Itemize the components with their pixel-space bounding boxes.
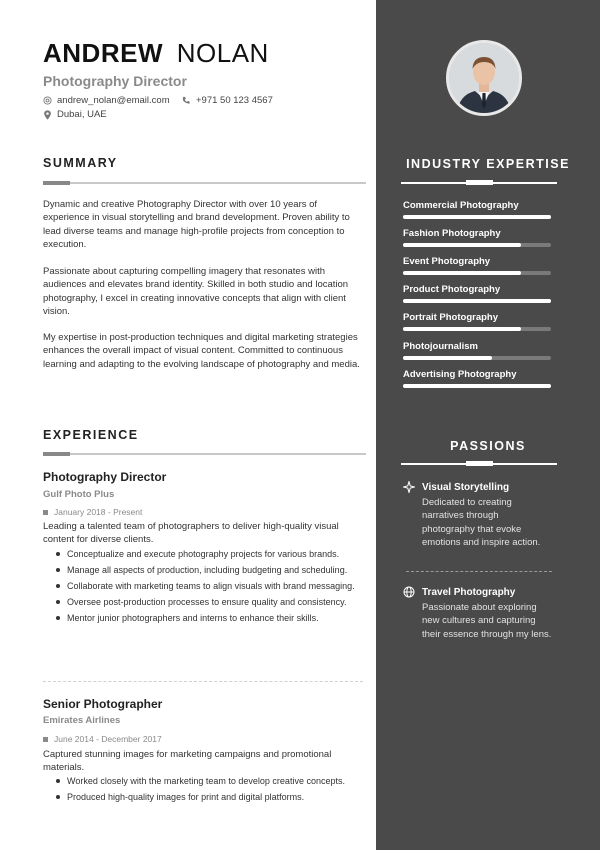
skill-bar [403,384,551,388]
summary-paragraph: Dynamic and creative Photography Director with over 10 years of experience in visual storytelling and brand development. Proven ability to lead diverse teams and manage high-profile projects from conception to execution. [43,199,350,251]
candidate-name [43,38,269,69]
skill-bar-fill [403,384,551,388]
skill-item [403,200,551,219]
passion-title: Travel Photography [422,586,516,598]
passion-separator [406,571,552,572]
list-item: Worked closely with the marketing team to develop creative concepts. [55,775,370,787]
job-title: Photography Director [43,470,167,484]
email-text: andrew_nolan@email.com [57,95,170,106]
skill-bar-fill [403,215,551,219]
passion-description: Dedicated to creating narratives through photography that evoke emotions and inspire action. [422,497,541,549]
skill-label: Fashion Photography [403,228,501,239]
company-name: Emirates Airlines [43,715,121,726]
job-dates [43,507,142,517]
passion-description: Passionate about exploring new cultures and capturing their essence through my lens. [422,602,552,640]
passion-item [403,586,553,641]
job-description: Leading a talented team of photographers to deliver high-quality visual content for diverse clients. [43,521,339,545]
skill-bar [403,243,551,247]
globe-icon [403,586,415,598]
calendar-icon [43,510,48,515]
skill-bar [403,271,551,275]
company-name: Gulf Photo Plus [43,489,115,500]
skill-item [403,341,551,360]
skill-label: Portrait Photography [403,312,499,323]
job-separator [43,681,363,682]
skill-item [403,369,551,388]
sidebar [376,0,600,850]
experience-divider [43,453,366,455]
skill-label: Advertising Photography [403,369,517,380]
list-item: Mentor junior photographers and interns to enhance their skills. [55,612,370,624]
profile-photo [446,40,522,116]
avatar [449,43,519,113]
skill-bar-fill [403,356,492,360]
list-item: Conceptualize and execute photography projects for various brands. [55,548,370,560]
contact-email[interactable] [43,95,170,106]
skill-label: Event Photography [403,256,491,267]
expertise-divider [401,182,557,184]
skill-bar-fill [403,271,521,275]
sparkle-icon [403,481,415,493]
skill-bar [403,215,551,219]
last-name: NOLAN [176,38,269,68]
skill-bar [403,327,551,331]
job-description: Captured stunning images for marketing campaigns and promotional materials. [43,749,332,773]
skill-bar-fill [403,243,521,247]
skill-label: Product Photography [403,284,501,295]
passion-title: Visual Storytelling [422,481,510,493]
contact-phone[interactable] [181,95,273,106]
first-name: ANDREW [43,38,163,68]
phone-text: +971 50 123 4567 [196,95,273,106]
passion-item [403,481,553,550]
job-dates-text: January 2018 - Present [54,507,143,517]
passions-divider [401,463,557,465]
summary-paragraph: My expertise in post-production techniques and digital marketing strategies enhances the overall impact of visual content. Committed to continuous learning and adapting to the evolving landscape of photography and media. [43,332,360,370]
skill-label: Commercial Photography [403,200,519,211]
experience-heading: EXPERIENCE [43,428,139,442]
skill-item [403,284,551,303]
skill-item [403,228,551,247]
job-dates [43,734,162,744]
skill-bar [403,356,551,360]
list-item: Manage all aspects of production, including budgeting and scheduling. [55,564,370,576]
job-bullets [55,775,370,807]
list-item: Oversee post-production processes to ensure quality and consistency. [55,596,370,608]
skill-item [403,312,551,331]
calendar-icon [43,737,48,742]
location-text: Dubai, UAE [57,109,107,120]
skill-bar [403,299,551,303]
location-pin-icon [43,110,52,120]
summary-divider [43,182,366,184]
job-dates-text: June 2014 - December 2017 [54,734,162,744]
skill-bar-fill [403,327,521,331]
passions-heading: PASSIONS [450,439,526,453]
list-item: Produced high-quality images for print and digital platforms. [55,791,370,803]
job-role: Photography Director [43,73,187,89]
skill-item [403,256,551,275]
phone-icon [181,96,191,105]
job-title: Senior Photographer [43,697,163,711]
skill-label: Photojournalism [403,341,478,352]
summary-heading: SUMMARY [43,156,118,170]
contact-location [43,109,107,120]
summary-paragraph: Passionate about capturing compelling imagery that resonates with audiences and elevates brand identity. Skilled in both studio and location photography, I excel in creating innovative concepts that align with client vision. [43,266,349,318]
list-item: Collaborate with marketing teams to align visuals with brand messaging. [55,580,370,592]
expertise-heading: INDUSTRY EXPERTISE [406,157,570,171]
job-bullets [55,548,370,628]
at-icon [43,96,52,105]
skill-bar-fill [403,299,551,303]
